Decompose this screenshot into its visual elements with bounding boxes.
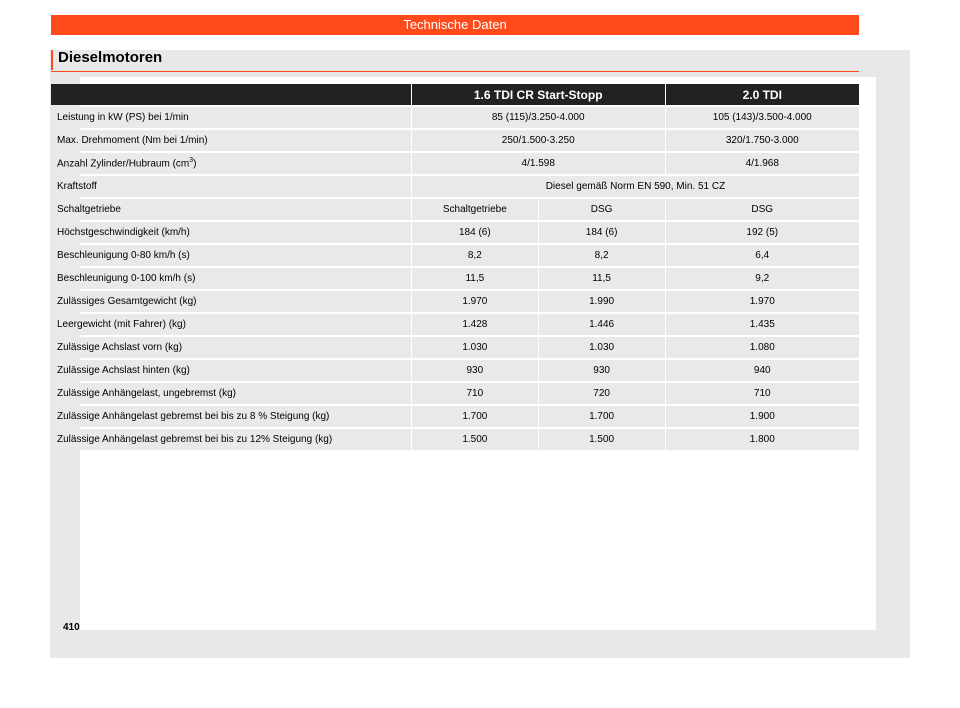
row-label: Zulässiges Gesamtgewicht (kg) xyxy=(51,291,411,312)
row-label: Leergewicht (mit Fahrer) (kg) xyxy=(51,314,411,335)
cell-value: 1.700 xyxy=(411,406,538,427)
section-heading xyxy=(51,48,859,72)
table-row xyxy=(51,406,859,427)
cell-value: 930 xyxy=(538,360,665,381)
row-label: Schaltgetriebe xyxy=(51,199,411,220)
cell-value: 1.435 xyxy=(665,314,860,335)
cell-value: 8,2 xyxy=(538,245,665,266)
row-label-text: Anzahl Zylinder/Hubraum (cm xyxy=(57,158,190,170)
cell-value: 105 (143)/3.500-4.000 xyxy=(665,107,860,128)
table-row xyxy=(51,337,859,358)
header-cell-engine-2: 2.0 TDI xyxy=(665,84,860,105)
row-label: Zulässige Anhängelast gebremst bei bis zu 12% Steigung (kg) xyxy=(51,429,411,450)
cell-value: 1.990 xyxy=(538,291,665,312)
cell-value: 9,2 xyxy=(665,268,860,289)
table-row xyxy=(51,199,859,220)
table-row xyxy=(51,314,859,335)
row-label-superscript: 3 xyxy=(189,157,194,165)
cell-value: 1.900 xyxy=(665,406,860,427)
cell-value: 85 (115)/3.250-4.000 xyxy=(411,107,665,128)
specs-table xyxy=(51,82,859,452)
cell-value: Schaltgetriebe xyxy=(411,199,538,220)
cell-value: 1.970 xyxy=(411,291,538,312)
cell-value: 6,4 xyxy=(665,245,860,266)
table-row xyxy=(51,360,859,381)
cell-value: 710 xyxy=(665,383,860,404)
cell-value: 4/1.598 xyxy=(411,153,665,174)
table-row xyxy=(51,383,859,404)
cell-value: 11,5 xyxy=(411,268,538,289)
chapter-header: Technische Daten xyxy=(51,15,859,35)
cell-value: 184 (6) xyxy=(538,222,665,243)
cell-value: 710 xyxy=(411,383,538,404)
cell-value: 11,5 xyxy=(538,268,665,289)
cell-value: 320/1.750-3.000 xyxy=(665,130,860,151)
row-label: Zulässige Achslast vorn (kg) xyxy=(51,337,411,358)
table-row xyxy=(51,222,859,243)
cell-value: 1.428 xyxy=(411,314,538,335)
cell-value: 1.700 xyxy=(538,406,665,427)
row-label: Zulässige Anhängelast, ungebremst (kg) xyxy=(51,383,411,404)
cell-value: 930 xyxy=(411,360,538,381)
row-label: Max. Drehmoment (Nm bei 1/min) xyxy=(51,130,411,151)
table-row xyxy=(51,107,859,128)
cell-value: 1.800 xyxy=(665,429,860,450)
section-accent xyxy=(51,50,53,70)
table-row xyxy=(51,176,859,197)
cell-value: 720 xyxy=(538,383,665,404)
cell-value: 1.500 xyxy=(411,429,538,450)
row-label: Zulässige Achslast hinten (kg) xyxy=(51,360,411,381)
row-label: Beschleunigung 0-80 km/h (s) xyxy=(51,245,411,266)
row-label: Kraftstoff xyxy=(51,176,411,197)
row-label xyxy=(51,153,411,174)
row-label: Zulässige Anhängelast gebremst bei bis zu 8 % Steigung (kg) xyxy=(51,406,411,427)
row-label: Beschleunigung 0-100 km/h (s) xyxy=(51,268,411,289)
cell-value: DSG xyxy=(538,199,665,220)
table-row xyxy=(51,429,859,450)
cell-value: 1.030 xyxy=(411,337,538,358)
row-label: Höchstgeschwindigkeit (km/h) xyxy=(51,222,411,243)
cell-value: 192 (5) xyxy=(665,222,860,243)
table-row xyxy=(51,268,859,289)
table-row xyxy=(51,153,859,174)
table-row xyxy=(51,245,859,266)
cell-value: 8,2 xyxy=(411,245,538,266)
header-cell-engine-1: 1.6 TDI CR Start-Stopp xyxy=(411,84,665,105)
cell-value: 1.500 xyxy=(538,429,665,450)
cell-value: 1.080 xyxy=(665,337,860,358)
cell-value: 940 xyxy=(665,360,860,381)
cell-value: 4/1.968 xyxy=(665,153,860,174)
cell-value: 250/1.500-3.250 xyxy=(411,130,665,151)
table-header-row xyxy=(51,84,859,105)
row-label: Leistung in kW (PS) bei 1/min xyxy=(51,107,411,128)
table-row xyxy=(51,130,859,151)
cell-value: 1.446 xyxy=(538,314,665,335)
cell-value: DSG xyxy=(665,199,860,220)
header-cell-label xyxy=(51,84,411,105)
cell-value: 1.970 xyxy=(665,291,860,312)
row-label-suffix: ) xyxy=(193,158,197,170)
cell-value: 184 (6) xyxy=(411,222,538,243)
table-row xyxy=(51,291,859,312)
cell-value: Diesel gemäß Norm EN 590, Min. 51 CZ xyxy=(411,176,859,197)
page-number: 410 xyxy=(63,622,80,633)
section-title: Dieselmotoren xyxy=(58,49,163,66)
cell-value: 1.030 xyxy=(538,337,665,358)
